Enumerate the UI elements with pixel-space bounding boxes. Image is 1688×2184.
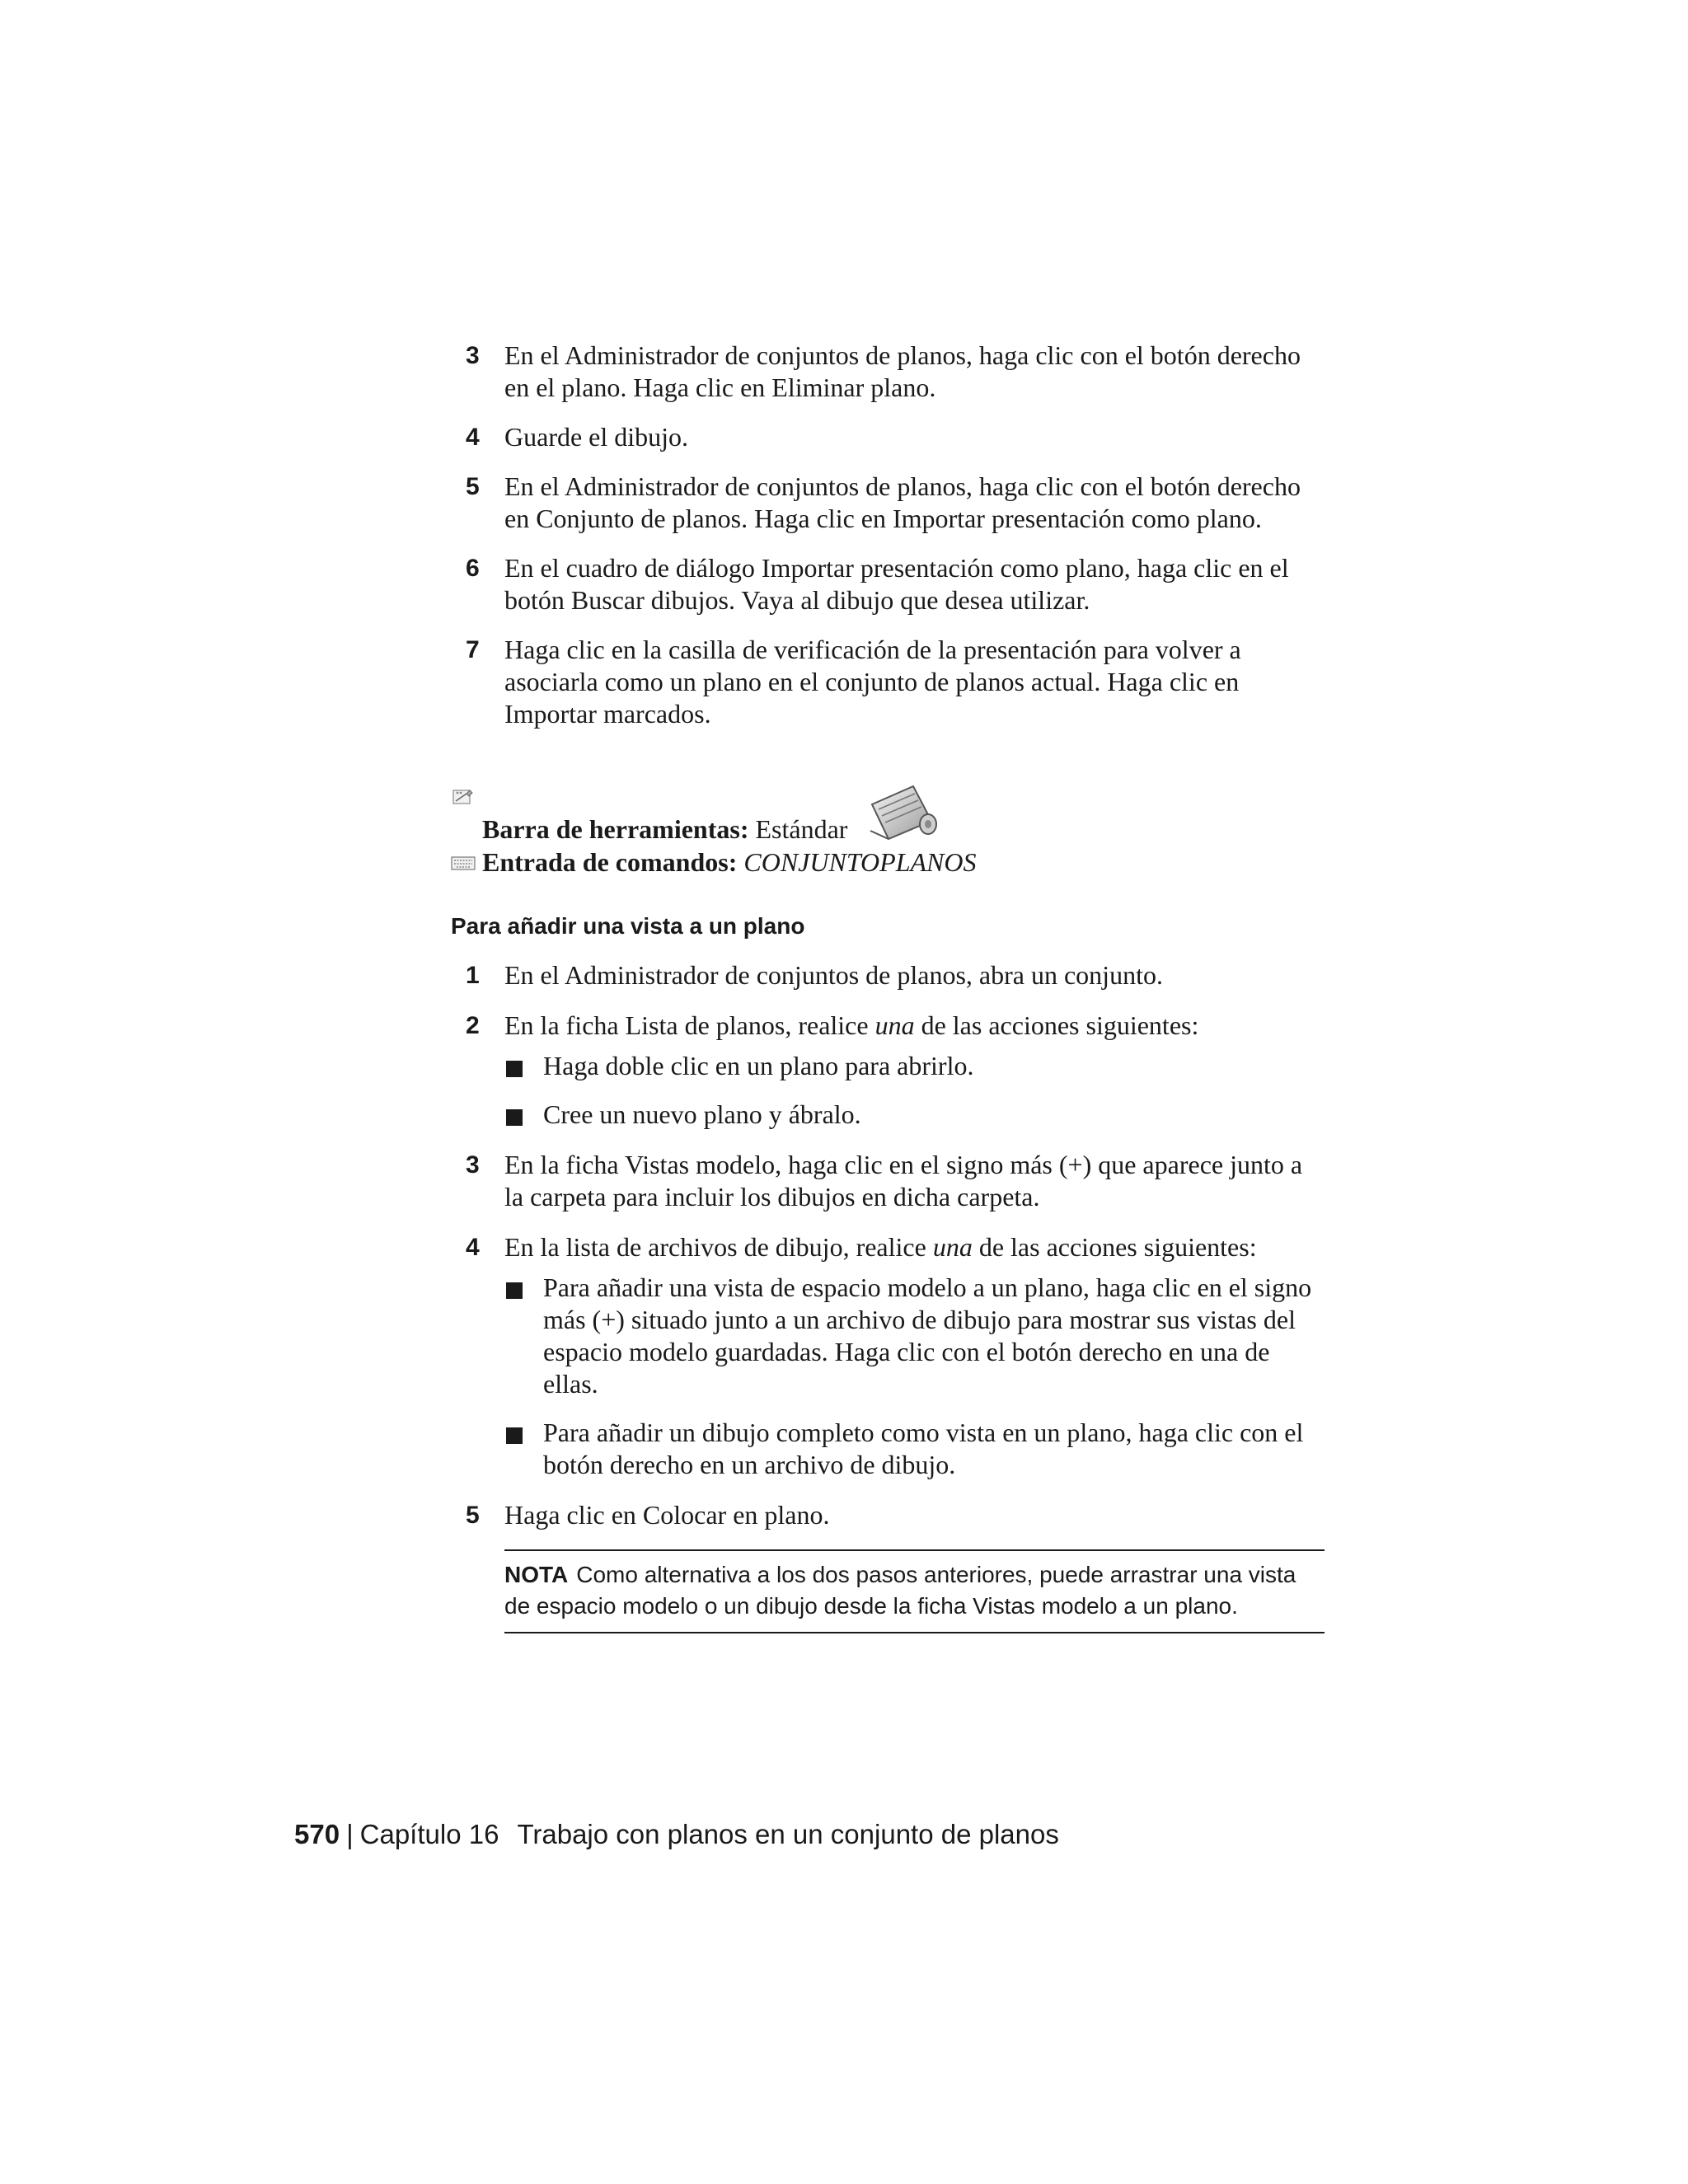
step-text: En la ficha Vistas modelo, haga clic en el signo más (+) que aparece junto a la carpeta para incluir los dibujos en dicha carpeta.	[504, 1150, 1303, 1212]
step-number: 5	[466, 473, 480, 500]
step-item	[451, 340, 1325, 404]
step-text: Haga clic en la casilla de verificación de la presentación para volver a asociarla como un plano en el conjunto de planos actual. Haga clic en Importar marcados.	[504, 635, 1241, 729]
note-box	[504, 1549, 1325, 1633]
command-access-line	[451, 846, 1325, 879]
toolbar-label: Barra de herramientas:	[482, 814, 749, 844]
footer-title: Trabajo con planos en un conjunto de planos	[517, 1819, 1059, 1849]
bullet-item	[504, 1417, 1325, 1481]
bullet-list	[504, 1050, 1325, 1131]
page-content	[451, 340, 1325, 1633]
step-text	[504, 1010, 1198, 1040]
toolbar-value: Estándar	[755, 814, 848, 844]
toolbar-icon	[451, 787, 476, 807]
step-number: 7	[466, 636, 480, 663]
step-item	[451, 421, 1325, 453]
bullet-item	[504, 1099, 1325, 1131]
toolbar-access-line	[451, 780, 1325, 846]
bullet-square-icon	[506, 1109, 523, 1126]
step-text: Haga clic en Colocar en plano.	[504, 1500, 830, 1530]
step-number: 4	[466, 424, 480, 451]
step-text-before: En la lista de archivos de dibujo, realice	[504, 1232, 933, 1262]
step-number: 3	[466, 1151, 480, 1179]
step-text: Guarde el dibujo.	[504, 422, 689, 452]
step-text-before: En la ficha Lista de planos, realice	[504, 1010, 875, 1040]
step-text-after: de las acciones siguientes:	[972, 1232, 1257, 1262]
bullet-square-icon	[506, 1282, 523, 1299]
note-text: Como alternativa a los dos pasos anteriores, puede arrastrar una vista de espacio modelo o un dibujo desde la ficha Vistas modelo a un plano.	[504, 1562, 1296, 1619]
step-number: 1	[466, 962, 480, 989]
steps-list-bottom	[451, 959, 1325, 1531]
step-number: 2	[466, 1012, 480, 1039]
step-number: 5	[466, 1502, 480, 1529]
page-footer	[294, 1818, 1059, 1851]
keyboard-icon	[451, 853, 476, 873]
bullet-text: Para añadir una vista de espacio modelo a un plano, haga clic en el signo más (+) situado junto a un archivo de dibujo para mostrar sus vistas del espacio modelo guardadas. Haga clic con el botón derecho en una de ellas.	[543, 1272, 1312, 1399]
step-item	[451, 1149, 1325, 1213]
step-item	[451, 1499, 1325, 1531]
step-text: En el Administrador de conjuntos de planos, abra un conjunto.	[504, 960, 1163, 990]
access-methods	[451, 780, 1325, 879]
step-text: En el Administrador de conjuntos de planos, haga clic con el botón derecho en Conjunto de planos. Haga clic en Importar presentación como plano.	[504, 471, 1301, 533]
footer-separator: |	[346, 1819, 354, 1849]
step-number: 3	[466, 342, 480, 369]
step-item	[451, 959, 1325, 991]
step-text-after: de las acciones siguientes:	[914, 1010, 1199, 1040]
footer-chapter: Capítulo 16	[359, 1819, 499, 1849]
command-value: CONJUNTOPLANOS	[743, 847, 977, 877]
bullet-text: Cree un nuevo plano y ábralo.	[543, 1099, 861, 1129]
step-item	[451, 1231, 1325, 1481]
step-text-emphasis: una	[874, 1010, 915, 1040]
bullet-square-icon	[506, 1061, 523, 1077]
step-text-emphasis: una	[932, 1232, 973, 1262]
step-item	[451, 552, 1325, 616]
command-label: Entrada de comandos:	[482, 847, 738, 877]
step-number: 4	[466, 1234, 480, 1261]
procedure-title: Para añadir una vista a un plano	[451, 913, 805, 939]
bullet-text: Para añadir un dibujo completo como vista en un plano, haga clic con el botón derecho en un archivo de dibujo.	[543, 1418, 1304, 1479]
step-item	[451, 471, 1325, 535]
step-text: En el cuadro de diálogo Importar presentación como plano, haga clic en el botón Buscar dibujos. Vaya al dibujo que desea utilizar.	[504, 553, 1289, 615]
step-text	[504, 1232, 1257, 1262]
bullet-text: Haga doble clic en un plano para abrirlo.	[543, 1051, 974, 1080]
bullet-square-icon	[506, 1427, 523, 1444]
bullet-item	[504, 1050, 1325, 1082]
page-number: 570	[294, 1819, 340, 1849]
step-item	[451, 1010, 1325, 1131]
step-number: 6	[466, 555, 480, 582]
sheet-set-roll-icon	[864, 780, 940, 844]
step-text: En el Administrador de conjuntos de planos, haga clic con el botón derecho en el plano. Haga clic en Eliminar plano.	[504, 340, 1301, 402]
note-label: NOTA	[504, 1562, 569, 1587]
bullet-item	[504, 1272, 1325, 1400]
bullet-list	[504, 1272, 1325, 1481]
step-item	[451, 634, 1325, 730]
steps-list-top	[451, 340, 1325, 730]
